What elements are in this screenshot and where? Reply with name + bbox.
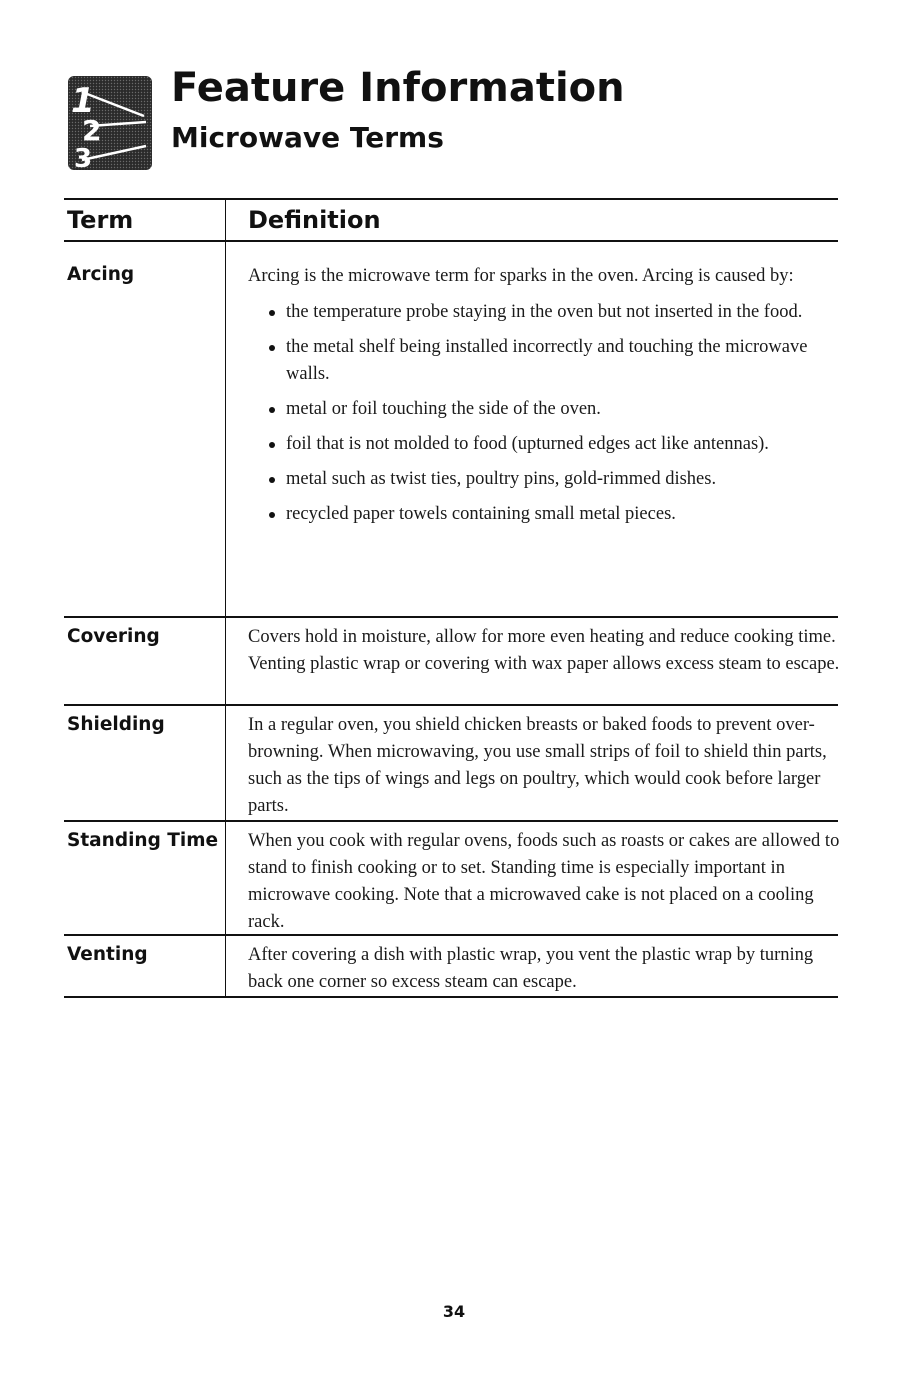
table-row: [64, 706, 838, 822]
table-header-row: [64, 198, 838, 242]
page-number: 34: [442, 1302, 466, 1321]
table-body: [64, 242, 838, 998]
table-row: [64, 936, 838, 998]
bullet-icon: [269, 345, 275, 351]
terms-table: [64, 198, 838, 998]
list-item: metal or foil touching the side of the oven.: [248, 396, 840, 423]
page-header: [68, 64, 848, 174]
definition-text: In a regular oven, you shield chicken breasts or baked foods to prevent over-browning. When microwaving, you use small strips of foil to shield thin parts, such as the tips of wings and legs on poultry, which would cook before larger parts.: [248, 715, 827, 816]
bullet-icon: [269, 407, 275, 413]
term-label: Shielding: [67, 714, 165, 735]
term-label: Standing Time: [67, 830, 219, 851]
logo-digit-2: 2: [82, 114, 102, 147]
table-row: [64, 618, 838, 706]
list-item: the metal shelf being installed incorrectly and touching the microwave walls.: [248, 334, 840, 388]
table-row: [64, 242, 838, 618]
numbered-steps-icon: [68, 76, 152, 170]
list-item: metal such as twist ties, poultry pins, gold-rimmed dishes.: [248, 466, 840, 493]
column-divider: [225, 200, 226, 240]
bullet-icon: [269, 442, 275, 448]
logo-digit-1: 1: [71, 81, 95, 121]
term-label: Covering: [67, 626, 160, 647]
list-item: foil that is not molded to food (upturned edges act like antennas).: [248, 431, 840, 458]
page-title: Feature Information: [171, 65, 625, 111]
column-header-term: Term: [67, 206, 134, 234]
page-subtitle: Microwave Terms: [171, 121, 444, 154]
definition-text: [248, 263, 840, 536]
bullet-icon: [269, 477, 275, 483]
logo-digit-3: 3: [74, 144, 93, 170]
definition-intro: Arcing is the microwave term for sparks in the oven. Arcing is caused by:: [248, 266, 794, 286]
term-label: Venting: [67, 944, 148, 965]
definition-text: Covers hold in moisture, allow for more even heating and reduce cooking time. Venting plastic wrap or covering with wax paper allows excess steam to escape.: [248, 627, 840, 674]
list-item: recycled paper towels containing small metal pieces.: [248, 501, 840, 528]
definition-text: After covering a dish with plastic wrap, you vent the plastic wrap by turning back one corner so excess steam can escape.: [248, 945, 814, 992]
term-label: Arcing: [67, 264, 135, 285]
definition-text: When you cook with regular ovens, foods such as roasts or cakes are allowed to stand to finish cooking or to set. Standing time is especially important in microwave cooking. Note that a microwaved cake is not placed on a cooling rack.: [248, 831, 840, 932]
bullet-icon: [269, 512, 275, 518]
column-header-definition: Definition: [248, 206, 381, 234]
list-item: the temperature probe staying in the oven but not inserted in the food.: [248, 299, 840, 326]
table-row: [64, 822, 838, 936]
bullet-list: [248, 299, 840, 528]
bullet-icon: [269, 310, 275, 316]
